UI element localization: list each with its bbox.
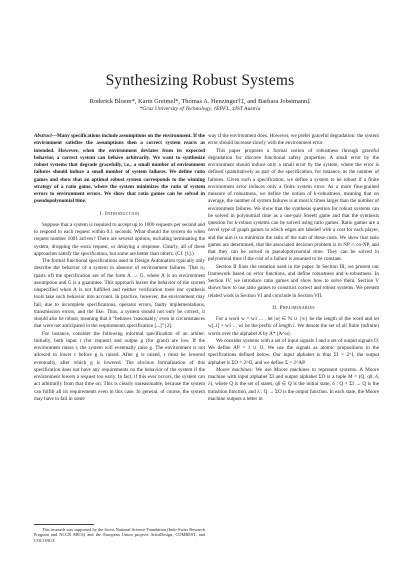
paragraph [208, 367, 379, 403]
footnote-rule [34, 524, 94, 525]
paragraph: way if the environment does. However, we prefer graceful degradation: the system error should increase slowly with the environment error. [208, 133, 379, 147]
paragraph: We consider systems with a set of input signals I and a set of output signals O. We define AP = I ∪ O. We use the signals as atomic propositions in the specifications defined below. Our input alphabet is thus ΣI = 2^I, the output alphabet is ΣO = 2^O, and we define Σ = 2^AP. [208, 337, 379, 366]
paragraph: This paper proposes a formal notion of robustness through graceful degradation for discrete functional safety properties: A small error by the environment should induce only a small error by the system, where the error is defined quantitatively as part of the specification, for instance, as the number of failures. Given such a specification, we define a system to be robust if a finite environment error induces only a finite system error. As a more fine-grained measure of robustness, we define the notion of k-robustness, meaning that on average, the number of system failures is at most k times larger than the number of environment failures. We show that the synthesis question for robust systems can be solved in polynomial time as a one-pair Streett game and that the synthesis question for k-robust systems can be solved using ratio games. Ratio games are a novel type of graph games in which edges are labeled with a cost for each player, and the aim is to minimize the ratio of the sum of these costs. We show that ratio games are determined, that the associated decision problem is in NP ∩ co-NP, and that they can be solved in pseudopolynomial time. They can be solved in polynomial time if the cost of a failure is assumed to be constant. [208, 147, 379, 263]
paper-authors: Roderick Bloem*, Karin Greimel*, Thomas A. Henzinger†‡, and Barbara Jobstmann‡ [89, 98, 311, 105]
paragraph: Section II fixes the notation used in the paper. In Section III, we present our framework based on error functions, and define robustness and k-robustness. In Section IV, we introduce ratio games and show how to solve them. Section V shows how to use ratio games to construct correct and robust systems. We present related work in Section VI and conclude in Section VII. [208, 263, 379, 299]
paragraph-body: We use Moore machines to represent systems. A Moore machine with input alphabet ΣI and output alphabet ΣO is a tuple M = (Q, q0, δ, λ), where Q is the set of states, q0 ∈ Q is the initial state, δ : Q × ΣI → Q is the transition function, and λ : Q → ΣO is the output function. In each state, the Moore machine outputs a letter in [208, 366, 379, 402]
paragraph: The formal functional specifications used in Design Automation typically only describe the behavior of a system in absence of environment failures. That is, (parts of) the specification are of the form A → G, where A is an environment assumption and G is a guarantee. This approach leaves the behavior of the system unspecified when A is not fulfilled and neither verification tools nor synthesis tools take such behavior into account. In practice, however, the environment may fail, due to incomplete specifications, operator errors, faulty implementations, transmission errors, and the like. Thus, a system should not only be correct, it should also be robust, meaning that it "behaves 'reasonably,' even in circumstances that were not anticipated in the requirements specification [...]" [2]. [34, 258, 205, 330]
paragraph-lead: Moore machines: [216, 366, 254, 373]
abstract-lead: Abstract [34, 133, 52, 139]
paper-affiliations: *Graz University of Technology, †EPFL, ‡IST Austria [139, 106, 261, 112]
section-heading-introduction: I. Introduction [99, 210, 140, 217]
right-column [208, 133, 379, 403]
abstract [34, 133, 205, 206]
paragraph: For instance, consider the following informal specification of an arbiter. Initially, both input r (for request) and output g (for grant) are low. If the environment raises r, the system will eventually raise g. The environment is not allowed to lower r before g is raised. After g is raised, r must be lowered eventually, after which g is lowered. The obvious formalization of this specification does not have any requirements on the behavior of the system if the environment lowers a request too early. In fact, if this ever occurs, the system can act arbitrarily from that time on. This is clearly unreasonable, because the system can fulfill all its requirements even in this case. In general, of course, the system may have to fail in some [34, 330, 205, 402]
section-heading-preliminaries: II. Preliminaries [272, 304, 315, 311]
abstract-body: —Many specifications include assumptions on the environment. If the environment satisfies the assumptions then a correct system reacts as intended. However, when the environment deviates from its expected behavior, a correct system can behave arbitrarily. We want to synthesize robust systems that degrade gracefully, i.e., a small number of environment failures should induce a small number of system failures. We define ratio games and show that an optimal robust system corresponds to the winning strategy of a ratio game, where the system minimizes the ratio of system errors to environment errors. We show that ratio games can be solved in pseudopolynomial time. [34, 133, 205, 205]
paper-title: Synthesizing Robust Systems [105, 72, 295, 89]
paragraph: Suppose that a system is required to accept up to 1000 requests per second and to respond to each request within 0.1 seconds. What should the system do when request number 1001 arrives? There are several options, including terminating the system, dropping the extra request, or delaying a response. Clearly, all of these approaches satisfy the specification, but some are better than others. (Cf. [1].) [34, 221, 205, 257]
paragraph: For a word w = w1 ... , let |w| ∈ ℕ ∪ {∞} be the length of the word and let w[..i] = w1 ... wi be the prefix of length i. We denote the set of all finite (infinite) words over the alphabet A by A* (A^ω). [208, 316, 379, 337]
footnote: This research was supported by the Swiss National Science Foundation (Indo-Swiss Research Program and NCCR MICS) and the European Union projects ArtistDesign, COMBEST, and COCONUT. [34, 527, 205, 543]
left-column [34, 133, 205, 403]
